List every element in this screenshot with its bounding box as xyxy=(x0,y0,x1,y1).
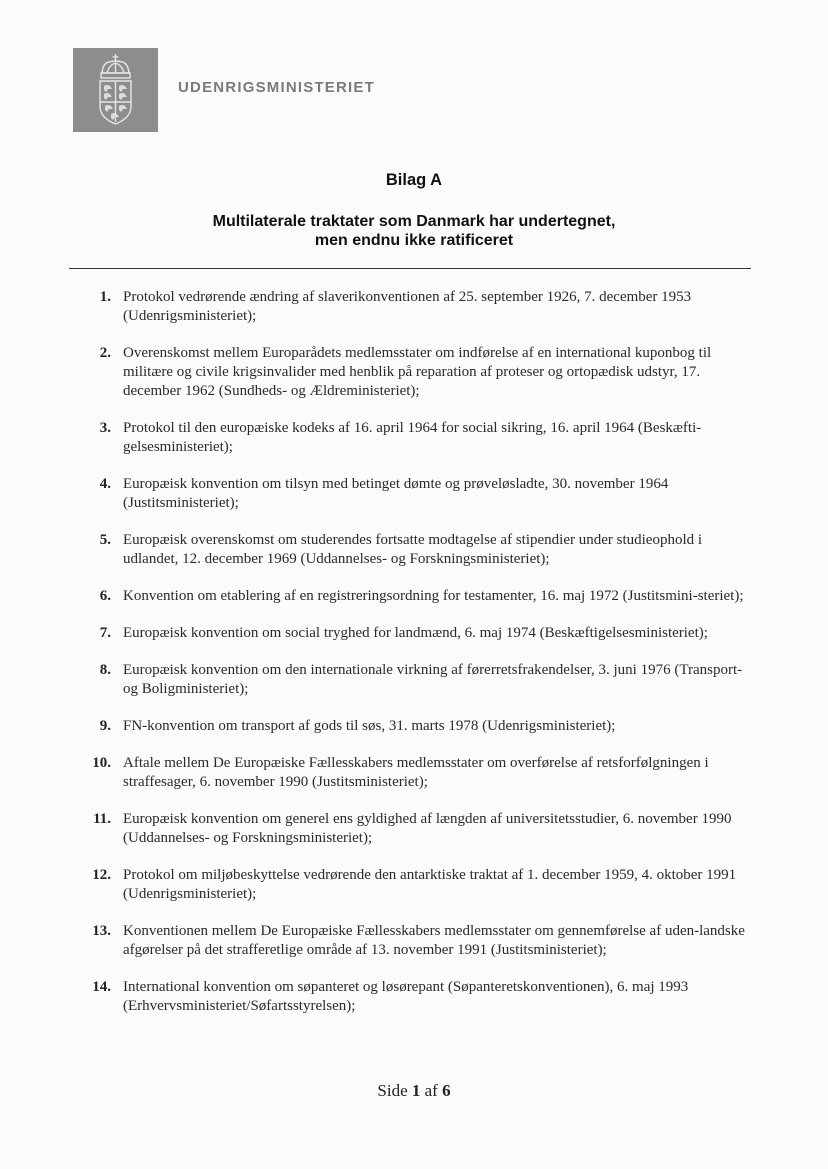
list-item xyxy=(0,661,828,699)
treaty-list xyxy=(0,288,828,1034)
list-item xyxy=(0,531,828,569)
item-text: Protokol vedrørende ændring af slaverikonventionen af 25. september 1926, 7. december 1953 (Udenrigsministeriet); xyxy=(123,289,692,324)
list-item xyxy=(0,978,828,1016)
item-number: 3. xyxy=(99,420,111,436)
item-text: Protokol til den europæiske kodeks af 16. april 1964 for social sikring, 16. april 1964 (Beskæfti-gelsesministeriet); xyxy=(123,420,702,455)
item-number: 6. xyxy=(99,588,111,604)
item-text: Europæisk konvention om den internationale virkning af førerretsfrakendelser, 3. juni 1976 (Transport- og Boligministeriet); xyxy=(123,662,743,697)
list-item xyxy=(0,587,828,606)
item-text: Europæisk konvention om generel ens gyldighed af længden af universitetsstudier, 6. november 1990 (Uddannelses- og Forskningsministeriet); xyxy=(123,811,732,846)
footer-side-label: Side xyxy=(377,1081,408,1100)
list-item xyxy=(0,288,828,326)
item-text: FN-konvention om transport af gods til søs, 31. marts 1978 (Udenrigsministeriet); xyxy=(123,718,616,734)
page-title: Bilag A xyxy=(385,171,443,189)
item-number: 13. xyxy=(92,923,111,939)
crown-shield-icon xyxy=(73,48,158,132)
list-item xyxy=(0,866,828,904)
item-number: 8. xyxy=(99,662,111,678)
item-text: Aftale mellem De Europæiske Fællesskabers medlemsstater om overførelse af retsforfølgningen i straffesager, 6. november 1990 (Justitsministeriet); xyxy=(123,755,709,790)
footer-page-number: 1 xyxy=(411,1081,421,1100)
list-item xyxy=(0,922,828,960)
item-text: Konventionen mellem De Europæiske Fællesskabers medlemsstater om gennemførelse af uden-landske afgørelser på det strafferetlige område af 13. november 1991 (Justitsministeriet); xyxy=(123,923,745,958)
item-number: 10. xyxy=(92,755,111,771)
item-number: 12. xyxy=(92,867,111,883)
item-text: Europæisk overenskomst om studerendes fortsatte modtagelse af stipendier under studieophold i udlandet, 12. december 1969 (Uddannelses- og Forskningsministeriet); xyxy=(123,532,703,567)
list-item xyxy=(0,475,828,513)
footer-total-pages: 6 xyxy=(442,1081,451,1100)
item-number: 2. xyxy=(99,345,111,361)
list-item xyxy=(0,717,828,736)
item-number: 5. xyxy=(99,532,111,548)
item-text: International konvention om søpanteret og løsørepant (Søpanteretskonventionen), 6. maj 1993 (Erhvervsministeriet/Søfartsstyrelsen); xyxy=(123,979,689,1014)
item-text: Protokol om miljøbeskyttelse vedrørende den antarktiske traktat af 1. december 1959, 4. oktober 1991 (Udenrigsministeriet); xyxy=(123,867,737,902)
list-item xyxy=(0,344,828,401)
coat-of-arms-logo xyxy=(73,48,158,132)
item-number: 11. xyxy=(93,811,111,827)
item-number: 14. xyxy=(92,979,111,995)
ministry-name: UDENRIGSMINISTERIET xyxy=(178,79,375,96)
item-text: Europæisk konvention om tilsyn med betinget dømte og prøveløsladte, 30. november 1964 (Justitsministeriet); xyxy=(123,476,669,511)
item-number: 1. xyxy=(99,289,111,305)
list-item xyxy=(0,754,828,792)
item-text: Konvention om etablering af en registreringsordning for testamenter, 16. maj 1972 (Justitsmini-steriet); xyxy=(123,588,744,604)
page-footer xyxy=(0,1081,828,1101)
item-number: 9. xyxy=(99,718,111,734)
list-item xyxy=(0,810,828,848)
item-text: Europæisk konvention om social tryghed for landmænd, 6. maj 1974 (Beskæftigelsesministeriet); xyxy=(123,625,708,641)
subtitle-line-1: Multilaterale traktater som Danmark har undertegnet, xyxy=(212,213,616,230)
item-number: 7. xyxy=(99,625,111,641)
item-text: Overenskomst mellem Europarådets medlemsstater om indførelse af en international kuponbog til militære og civile krigsinvalider med henblik på reparation af proteser og ortopædisk udstyr, 17. december 1962 (Sundheds- og Ældreministeriet); xyxy=(123,345,712,399)
list-item xyxy=(0,419,828,457)
header-divider xyxy=(69,268,751,269)
subtitle-line-2: men endnu ikke ratificeret xyxy=(314,232,514,249)
item-number: 4. xyxy=(99,476,111,492)
list-item xyxy=(0,624,828,643)
footer-of-label: af xyxy=(424,1081,438,1100)
